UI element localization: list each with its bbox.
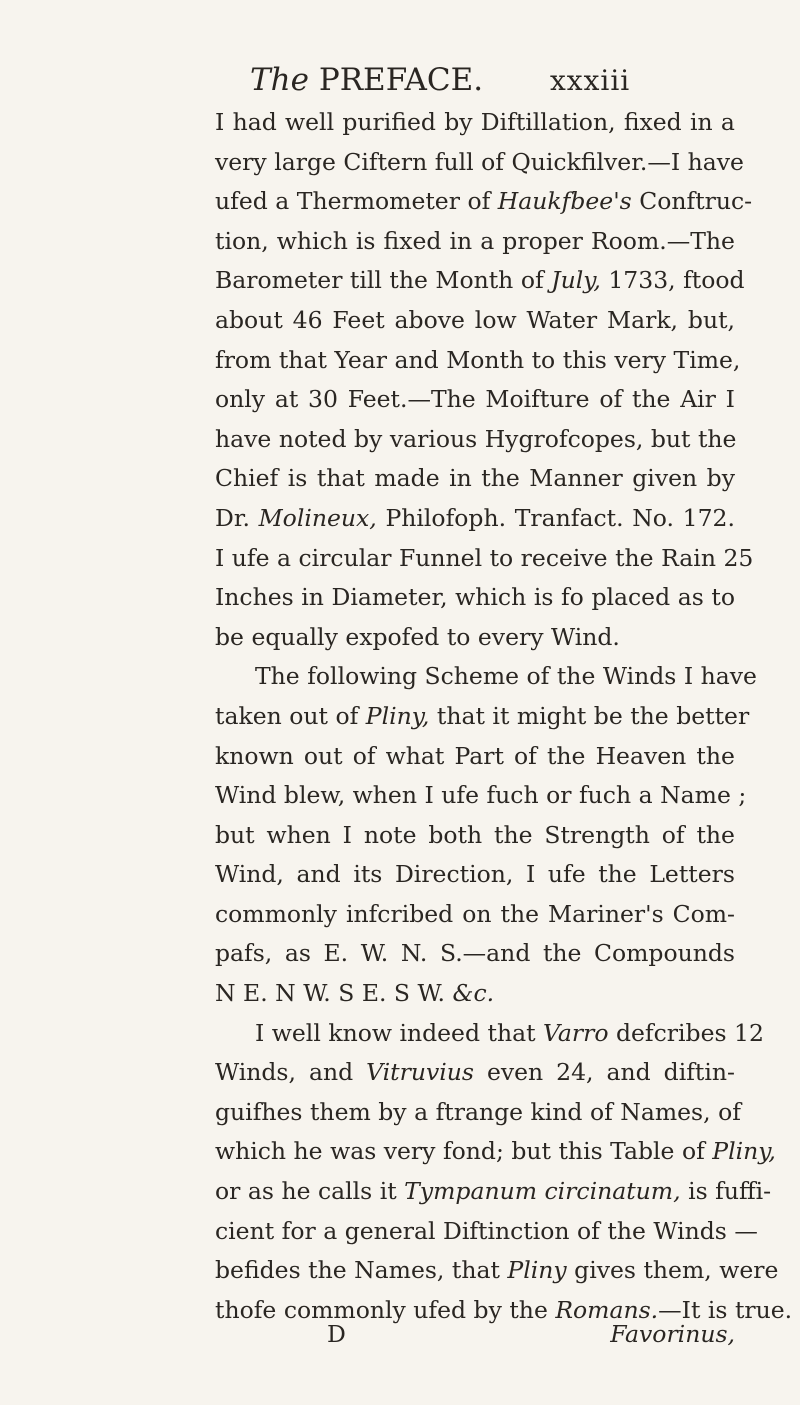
text-line: I well know indeed that Varro defcribes 12 (255, 1018, 764, 1047)
text-line: I had well purified by Diftillation, fixed in a (215, 108, 735, 136)
text-line: be equally expofed to every Wind. (215, 622, 620, 651)
text-line: Barometer till the Month of July, 1733, ftood (215, 266, 745, 295)
text-line: Dr. Molineux, Philofoph. Tranfact. No. 172. (215, 503, 735, 532)
text-line: from that Year and Month to this very Time, (215, 345, 741, 374)
text-line: Winds, and Vitruvius even 24, and diftin- (215, 1058, 735, 1087)
text-line: Wind, and its Direction, I ufe the Letters (215, 860, 735, 889)
text-line: ufed a Thermometer of Haukfbee's Conftruc- (215, 187, 753, 216)
page-header (250, 62, 730, 102)
signature-mark: D (327, 1320, 346, 1348)
preface-body (215, 103, 793, 1330)
text-line: tion, which is fixed in a proper Room.—The (215, 226, 735, 255)
text-line: which he was very fond; but this Table of Pliny, (215, 1137, 776, 1166)
text-line: but when I note both the Strength of the (215, 820, 735, 849)
text-line: thofe commonly ufed by the Romans.—It is true. (215, 1295, 793, 1324)
text-line: taken out of Pliny, that it might be the better (215, 701, 750, 730)
running-title-the: The (250, 62, 309, 98)
text-line: known out of what Part of the Heaven the (215, 741, 735, 770)
page-footer (215, 1320, 735, 1360)
text-line: The following Scheme of the Winds I have (255, 662, 757, 691)
page-number: xxxiii (550, 64, 631, 97)
running-title (250, 62, 483, 98)
text-line: or as he calls it Tympanum circinatum, is fuffi- (215, 1177, 772, 1206)
text-line: Chief is that made in the Manner given by (215, 464, 735, 493)
text-line: Wind blew, when I ufe fuch or fuch a Name ; (215, 781, 747, 810)
text-line: about 46 Feet above low Water Mark, but, (215, 305, 735, 334)
text-line: befides the Names, that Pliny gives them, were (215, 1256, 779, 1285)
catchword: Favorinus, (610, 1320, 735, 1348)
text-line: commonly infcribed on the Mariner's Com- (215, 899, 735, 928)
text-line: I ufe a circular Funnel to receive the Rain 25 (215, 543, 754, 572)
text-line: cient for a general Diftinction of the Winds — (215, 1216, 758, 1245)
running-title-preface: PREFACE. (318, 62, 484, 98)
text-line: only at 30 Feet.—The Moifture of the Air I (215, 385, 735, 414)
text-line: very large Ciftern full of Quickfilver.—I have (215, 147, 744, 176)
text-line: Inches in Diameter, which is fo placed as to (215, 583, 735, 612)
text-line: pafs, as E. W. N. S.—and the Compounds (215, 939, 735, 968)
text-line: guifhes them by a ftrange kind of Names, of (215, 1097, 741, 1126)
text-line: have noted by various Hygrofcopes, but the (215, 424, 737, 453)
text-line: N E. N W. S E. S W. &c. (215, 979, 495, 1008)
